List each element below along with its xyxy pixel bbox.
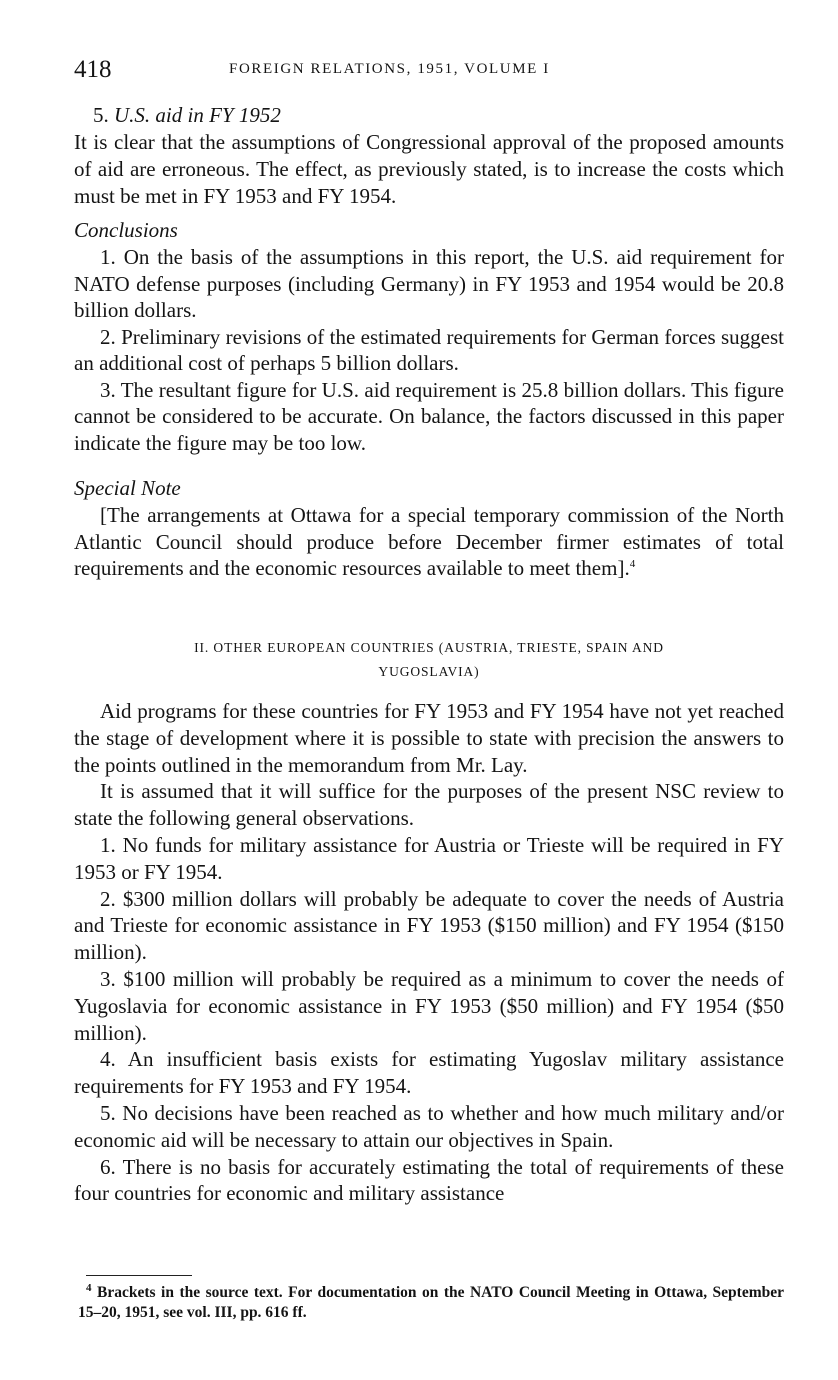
- conclusion-item-1: 1. On the basis of the assumptions in this report, the U.S. aid requirement for NATO defense purposes (including Germany) in FY 1953 and 1954 would be 20.8 billion dollars.: [74, 245, 784, 322]
- observation-4: 4. An insufficient basis exists for estimating Yugoslav military assistance requirements for FY 1953 and FY 1954.: [74, 1047, 784, 1099]
- aid-section: [74, 101, 784, 209]
- footnote: [78, 1283, 784, 1323]
- aid-section-heading: [74, 101, 784, 129]
- running-head: [74, 56, 784, 88]
- footnote-reference: 4: [629, 558, 636, 570]
- conclusion-item-3: 3. The resultant figure for U.S. aid requirement is 25.8 billion dollars. This figure cannot be considered to be accurate. On balance, the factors discussed in this paper indicate the figure may be too low.: [74, 377, 784, 455]
- conclusions-heading: Conclusions: [74, 218, 178, 242]
- observation-5: 5. No decisions have been reached as to whether and how much military and/or economic aid will be necessary to attain our objectives in Spain.: [74, 1100, 784, 1152]
- other-countries-paragraph-2: It is assumed that it will suffice for the purposes of the present NSC review to state the following general observations.: [74, 779, 784, 831]
- special-note-heading: Special Note: [74, 476, 181, 500]
- aid-section-paragraph: It is clear that the assumptions of Congressional approval of the proposed amounts of aid are erroneous. The effect, as previously stated, is to increase the costs which must be met in FY 1953 and FY 1954.: [74, 130, 784, 208]
- section-ii-heading-line-1: II. OTHER EUROPEAN COUNTRIES (AUSTRIA, TRIESTE, SPAIN AND: [194, 640, 664, 655]
- footnote-divider: [86, 1275, 192, 1276]
- observation-6: 6. There is no basis for accurately estimating the total of requirements of these four countries for economic and military assistance: [74, 1154, 784, 1206]
- other-countries-paragraph-1: Aid programs for these countries for FY 1953 and FY 1954 have not yet reached the stage of development where it is possible to state with precision the answers to the points outlined in the memorandum from Mr. Lay.: [74, 699, 784, 777]
- special-note-text: [The arrangements at Ottawa for a special temporary commission of the North Atlantic Council should produce before December firmer estimates of total requirements and the economic resources available to meet them].: [74, 503, 784, 580]
- conclusions-section: [74, 216, 784, 456]
- observation-2: 2. $300 million dollars will probably be adequate to cover the needs of Austria and Trieste for economic assistance in FY 1953 ($150 million) and FY 1954 ($150 million).: [74, 886, 784, 965]
- conclusion-item-2: 2. Preliminary revisions of the estimated requirements for German forces suggest an additional cost of perhaps 5 billion dollars.: [74, 324, 784, 375]
- section-ii-heading: [74, 636, 784, 684]
- observation-3: 3. $100 million will probably be required as a minimum to cover the needs of Yugoslavia for economic assistance in FY 1953 ($50 million) and FY 1954 ($50 million).: [74, 966, 784, 1045]
- other-countries-body: [74, 698, 784, 1207]
- special-note-section: [74, 474, 784, 582]
- aid-heading-number: 5.: [93, 103, 109, 127]
- observation-1: 1. No funds for military assistance for Austria or Trieste will be required in FY 1953 or FY 1954.: [74, 832, 784, 884]
- special-note-paragraph: [74, 502, 784, 582]
- footnote-marker: 4: [86, 1281, 92, 1294]
- section-ii-heading-line-2: YUGOSLAVIA): [378, 664, 480, 679]
- running-title: FOREIGN RELATIONS, 1951, VOLUME I: [229, 61, 550, 77]
- page-number: 418: [74, 56, 112, 83]
- aid-heading-title: U.S. aid in FY 1952: [114, 103, 281, 127]
- footnote-text: Brackets in the source text. For documentation on the NATO Council Meeting in Ottawa, September 15–20, 1951, see vol. III, pp. 616 ff.: [78, 1284, 785, 1321]
